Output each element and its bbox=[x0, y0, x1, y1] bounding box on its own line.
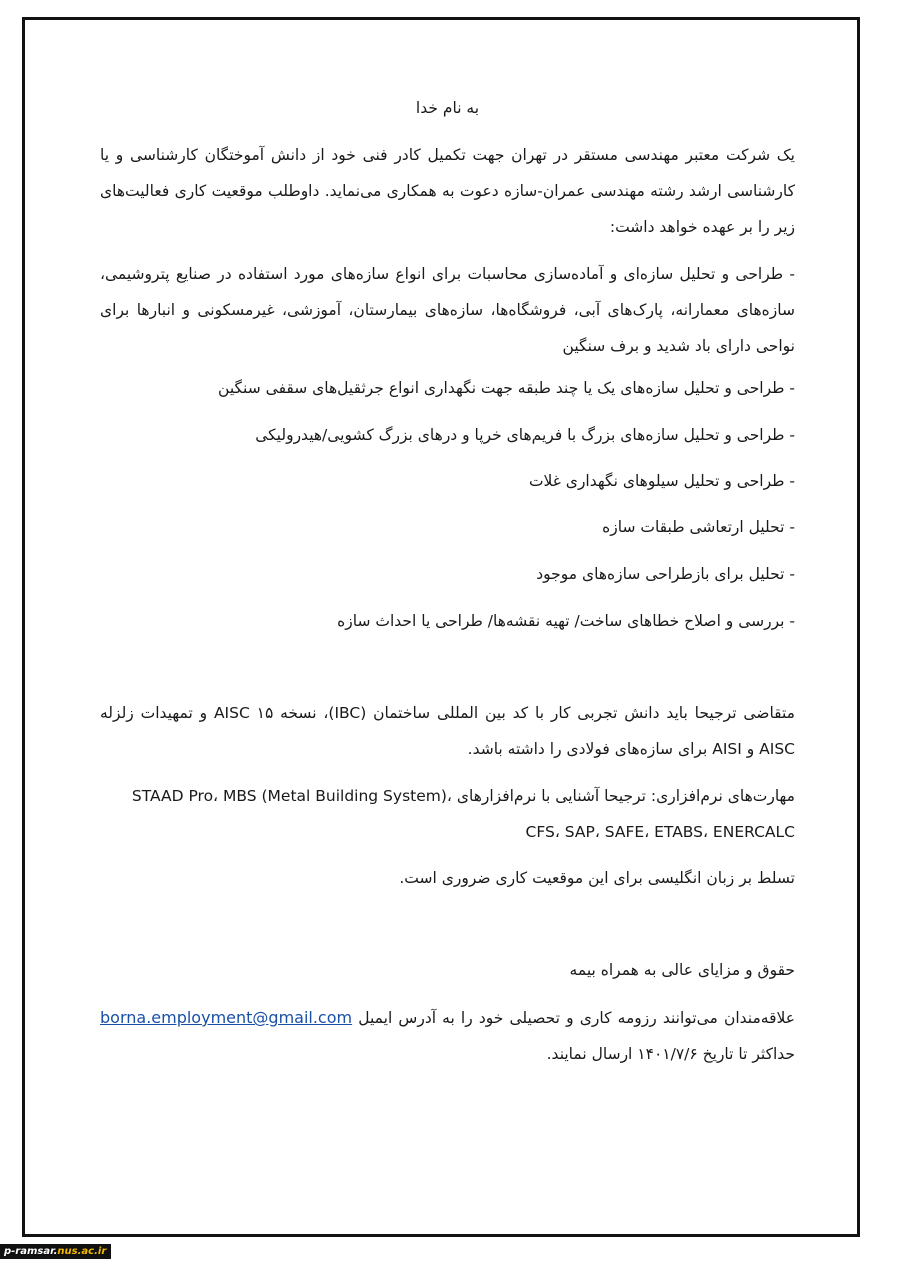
document-heading: به نام خدا bbox=[415, 99, 480, 117]
english-wrap bbox=[100, 860, 795, 896]
experience-wrap bbox=[100, 695, 795, 767]
duty-item: - تحلیل ارتعاشی طبقات سازه bbox=[602, 518, 795, 536]
apply-paragraph bbox=[100, 1000, 795, 1072]
duty-item: - طراحی و تحلیل سازه‌های یک یا چند طبقه جهت نگهداری انواع جرثقیل‌های سقفی سنگین bbox=[218, 379, 795, 397]
duty-item: - تحلیل برای بازطراحی سازه‌های موجود bbox=[536, 565, 795, 583]
software-paragraph: مهارت‌های نرم‌افزاری: ترجیحا آشنایی با نرم‌افزارهای STAAD Pro، MBS (Metal Building System)، CFS، SAP، SAFE، ETABS، ENERCALC bbox=[131, 787, 795, 841]
duty-item-3-wrap bbox=[100, 417, 795, 453]
apply-text-before-email: علاقه‌مندان می‌توانند رزومه کاری و تحصیلی خود را به آدرس ایمیل bbox=[358, 1009, 795, 1027]
benefits-text: حقوق و مزایای عالی به همراه بیمه bbox=[569, 961, 795, 979]
document-heading-wrap bbox=[100, 90, 795, 126]
apply-text-after-email: حداکثر تا تاریخ ۱۴۰۱/۷/۶ ارسال نمایند. bbox=[546, 1045, 795, 1063]
english-requirement: تسلط بر زبان انگلیسی برای این موقعیت کاری ضروری است. bbox=[399, 869, 795, 887]
duty-item-6-wrap bbox=[100, 556, 795, 592]
software-wrap bbox=[100, 778, 795, 850]
duty-item-2-wrap bbox=[100, 370, 795, 406]
duty-item: - طراحی و تحلیل سازه‌ای و آماده‌سازی محاسبات برای انواع سازه‌های مورد استفاده در صنایع پتروشیمی، سازه‌های معمارانه، پارک‌های آبی، فروشگاه‌ها، سازه‌های بیمارستان، آموزشی، غیرمسکونی و انبارها برای نواحی دارای باد شدید و برف سنگین bbox=[100, 265, 795, 355]
duty-item-1-wrap bbox=[100, 256, 795, 364]
duty-item-5-wrap bbox=[100, 509, 795, 545]
duty-item: - طراحی و تحلیل سازه‌های بزرگ با فریم‌های خرپا و درهای بزرگ کشویی/هیدرولیکی bbox=[255, 426, 795, 444]
site-badge-domain: nus.ac.ir bbox=[57, 1246, 107, 1257]
intro-paragraph: یک شرکت معتبر مهندسی مستقر در تهران جهت تکمیل کادر فنی خود از دانش آموختگان کارشناسی و یا کارشناسی ارشد رشته مهندسی عمران-سازه دعوت به همکاری می‌نماید. داوطلب موقعیت کاری فعالیت‌های زیر را بر عهده خواهد داشت: bbox=[100, 146, 795, 236]
duty-item-4-wrap bbox=[100, 463, 795, 499]
site-badge bbox=[0, 1244, 111, 1259]
duty-item-7-wrap bbox=[100, 603, 795, 639]
duty-item: - طراحی و تحلیل سیلوهای نگهداری غلات bbox=[528, 472, 795, 490]
duty-item: - بررسی و اصلاح خطاهای ساخت/ تهیه نقشه‌ها/ طراحی یا احداث سازه bbox=[337, 612, 795, 630]
apply-wrap bbox=[100, 1000, 795, 1072]
experience-paragraph: متقاضی ترجیحا باید دانش تجربی کار با کد بین المللی ساختمان (IBC)، نسخه ۱۵ AISC و تمهیدات زلزله AISC و AISI برای سازه‌های فولادی را داشته باشد. bbox=[100, 704, 795, 758]
benefits-wrap bbox=[100, 952, 795, 988]
site-badge-prefix: p-ramsar. bbox=[4, 1246, 58, 1257]
intro-wrap bbox=[100, 137, 795, 245]
email-link[interactable]: borna.employment@gmail.com bbox=[100, 1008, 353, 1027]
